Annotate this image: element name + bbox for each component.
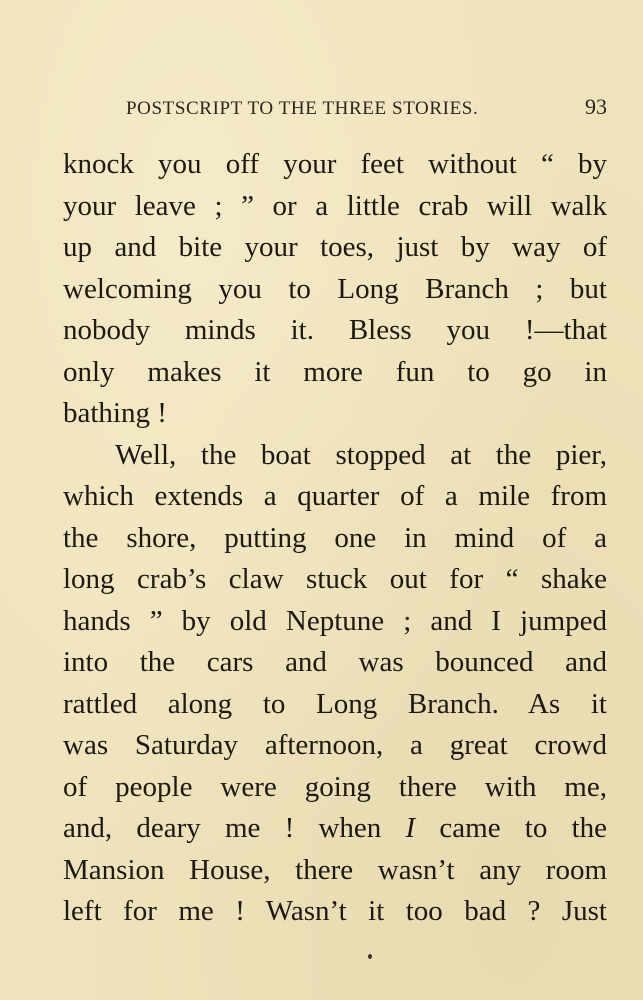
- text-line: up and bite your toes, just by way of: [63, 231, 607, 263]
- body-text: [63, 144, 607, 933]
- page-number: 93: [585, 94, 607, 119]
- text-line: nobody minds it. Bless you !—that: [63, 314, 607, 346]
- text-line: welcoming you to Long Branch ; but: [63, 272, 607, 305]
- paragraph-start-line: Well, the boat stopped at the pier,: [115, 438, 607, 471]
- text-segment: came to the: [439, 812, 607, 844]
- text-line: rattled along to Long Branch. As it: [63, 687, 607, 720]
- text-line: knock you off your feet without “ by: [63, 148, 607, 180]
- text-line: of people were going there with me,: [63, 770, 607, 803]
- running-head: POSTSCRIPT TO THE THREE STORIES.: [126, 98, 479, 119]
- text-segment: and, deary me ! when: [63, 812, 382, 844]
- page-header: [126, 94, 607, 124]
- text-line: Mansion House, there wasn’t any room: [63, 853, 607, 886]
- paragraph-end-line: bathing !: [63, 397, 167, 429]
- text-line: the shore, putting one in mind of a: [63, 521, 607, 554]
- text-line: your leave ; ” or a little crab will walk: [63, 189, 607, 222]
- ink-speck: [368, 954, 372, 959]
- text-line: hands ” by old Neptune ; and I jumped: [63, 604, 607, 637]
- italic-pronoun: I: [405, 812, 416, 844]
- text-line: into the cars and was bounced and: [63, 646, 607, 678]
- text-line-with-italic: [63, 808, 607, 850]
- text-line: left for me ! Wasn’t it too bad ? Just: [63, 895, 607, 927]
- text-line: was Saturday afternoon, a great crowd: [63, 729, 607, 761]
- text-line: only makes it more fun to go in: [63, 355, 607, 388]
- text-line: which extends a quarter of a mile from: [63, 480, 607, 512]
- text-line: long crab’s claw stuck out for “ shake: [63, 563, 607, 595]
